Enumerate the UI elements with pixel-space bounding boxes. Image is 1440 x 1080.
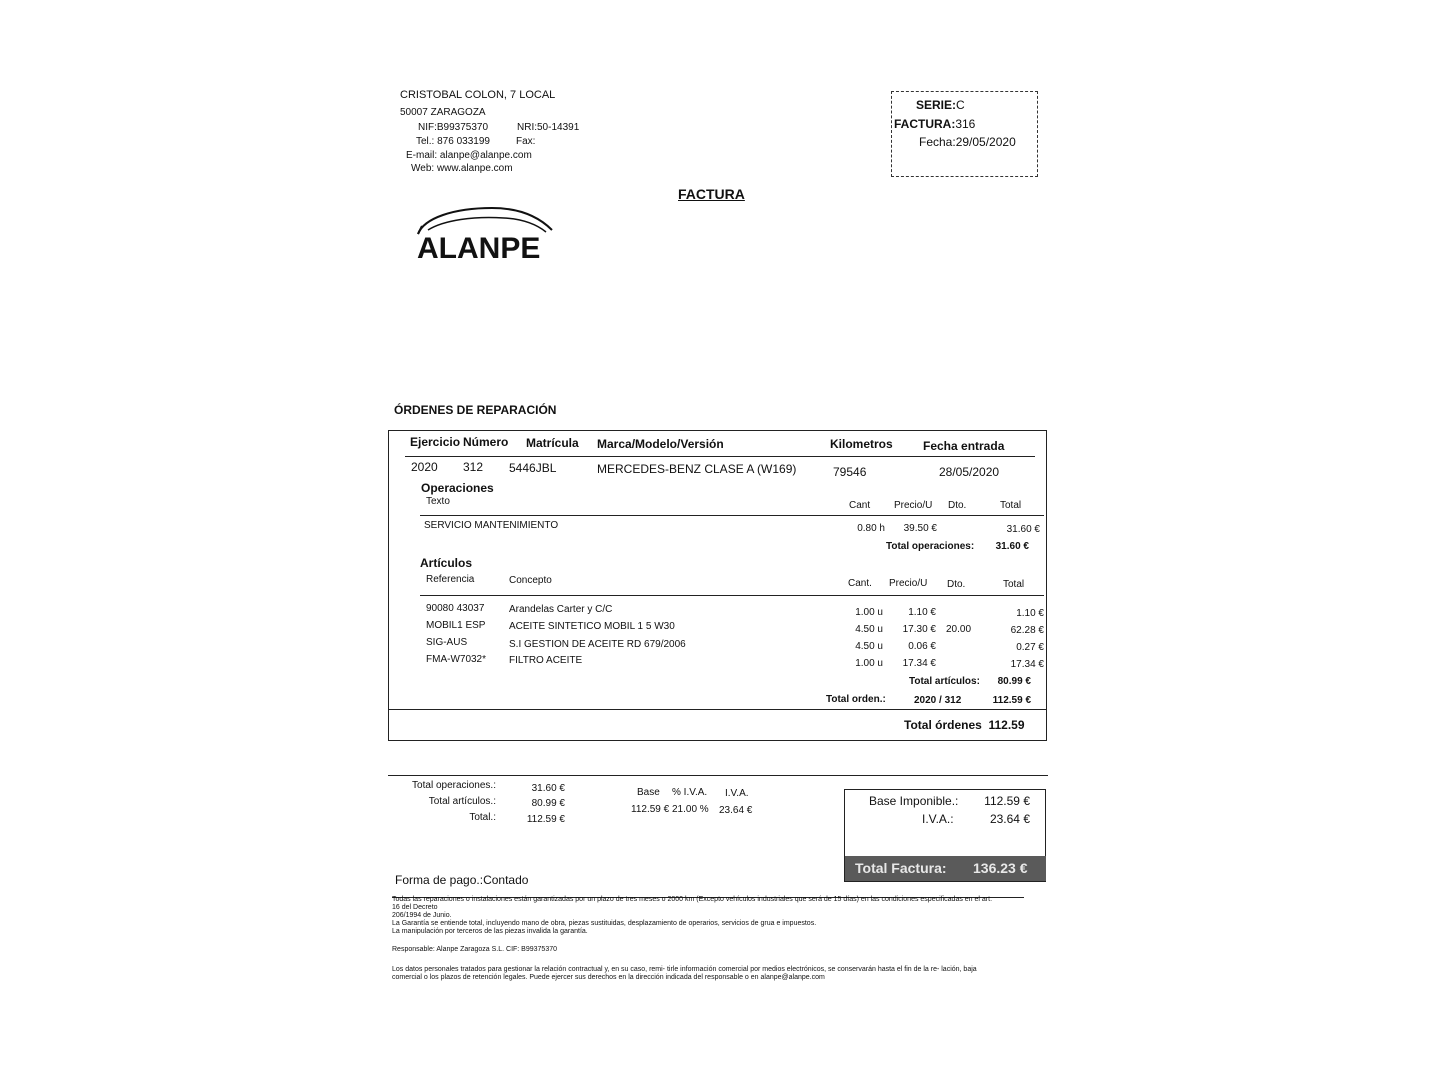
articulos-title: Artículos [420, 556, 473, 570]
total-orden-label: Total orden.: [826, 694, 886, 705]
invoice-number [894, 117, 975, 131]
total-factura: 136.23 € [973, 860, 1028, 876]
summary-total: 112.59 € [526, 814, 565, 825]
articulo-total: 1.10 € [1016, 608, 1044, 619]
summary-total-articulos: 80.99 € [531, 798, 565, 809]
articulo-ref: MOBIL1 ESP [426, 620, 486, 631]
iva-value: 23.64 € [989, 812, 1030, 826]
company-fax-label: Fax: [516, 136, 536, 147]
col-km: Kilometros [830, 437, 893, 451]
nif-label: NIF: [418, 122, 437, 133]
header-underline [405, 456, 1035, 457]
order-matricula: 5446JBL [509, 461, 557, 475]
operaciones-col-precio: Precio/U [894, 500, 933, 511]
invoice-date [919, 135, 1016, 149]
email-value: alanpe@alanpe.com [439, 150, 532, 161]
operaciones-col-cant: Cant [849, 500, 871, 511]
tel-value: 876 033199 [437, 136, 490, 147]
footer-datos-2: comercial o los plazos de retención legales. Puede ejercer sus derechos en la dirección indicada del responsable o en alanpe@alanpe.com [392, 974, 825, 981]
articulo-precio: 17.30 € [902, 624, 936, 635]
articulo-total: 0.27 € [1016, 642, 1044, 653]
order-marca: MERCEDES-BENZ CLASE A (W169) [597, 462, 797, 476]
footer-garantia-2: 16 del Decreto [392, 904, 438, 911]
articulo-cant: 4.50 u [855, 624, 883, 635]
footer-datos-1: Los datos personales tratados para gestionar la relación contractual y, en su caso, remi- tirle información comercial por medios electrónicos, se conservarán hasta el fin de la re- lación, baja [392, 966, 977, 973]
company-web [411, 163, 513, 174]
articulos-total: 80.99 € [997, 676, 1031, 687]
articulos-col-cant: Cant. [848, 578, 872, 589]
articulos-col-total: Total [1003, 579, 1025, 590]
operaciones-col-texto: Texto [426, 496, 450, 507]
company-logo [414, 204, 554, 268]
tax-iva: 23.64 € [719, 805, 753, 816]
articulos-underline [420, 595, 1044, 596]
total-ordenes [904, 718, 1025, 732]
total-factura-bar [845, 856, 1046, 881]
articulos-col-concepto: Concepto [509, 575, 552, 586]
tax-base: 112.59 € [631, 804, 670, 815]
operacion-total: 31.60 € [1006, 524, 1040, 535]
serie-label: SERIE: [916, 98, 957, 112]
articulo-cant: 1.00 u [855, 658, 883, 669]
email-label: E-mail: [406, 150, 438, 161]
operaciones-total: 31.60 € [995, 541, 1029, 552]
fecha-value: 29/05/2020 [955, 135, 1016, 149]
iva-label: I.V.A.: [922, 812, 954, 826]
nri-value: 50-14391 [537, 122, 580, 133]
base-imponible-label: Base Imponible.: [869, 794, 959, 808]
factura-label: FACTURA: [894, 117, 956, 131]
operaciones-col-dto: Dto. [948, 500, 967, 511]
articulo-cant: 4.50 u [855, 641, 883, 652]
articulo-cant: 1.00 u [855, 607, 883, 618]
order-fecha: 28/05/2020 [939, 465, 1000, 479]
total-ordenes-label: Total órdenes [904, 718, 982, 732]
footer-garantia-4: La Garantía se entiende total, incluyendo mano de obra, piezas sustituidas, desplazamiento de operarios, servicios de grua e impuestos. [392, 920, 817, 927]
articulos-total-label: Total artículos: [909, 676, 980, 687]
articulo-concepto: Arandelas Carter y C/C [509, 604, 613, 615]
total-ordenes-value: 112.59 [988, 718, 1025, 732]
col-matricula: Matrícula [526, 436, 579, 450]
invoice-serie [916, 98, 965, 112]
articulo-concepto: FILTRO ACEITE [509, 655, 583, 666]
web-value: www.alanpe.com [436, 163, 513, 174]
footer-garantia-1: Todas las reparaciones o instalaciones están garantizadas por un plazo de tres meses o 2000 km (Excepto vehículos industriales que será de 15 días) en las condiciones especificadas en el art. [392, 896, 993, 903]
summary-total-articulos-label: Total artículos.: [428, 796, 496, 807]
col-fecha-entrada: Fecha entrada [923, 439, 1005, 453]
base-imponible: 112.59 € [984, 794, 1030, 808]
orders-section-title: ÓRDENES DE REPARACIÓN [394, 403, 557, 417]
operaciones-underline [420, 515, 1044, 516]
forma-pago-value: Contado [483, 873, 529, 887]
footer-garantia-3: 206/1994 de Junio. [392, 912, 452, 919]
company-nif [418, 122, 488, 133]
total-orden: 112.59 € [992, 695, 1031, 706]
tax-col-pct: % I.V.A. [672, 787, 708, 798]
company-email [406, 150, 532, 161]
articulo-total: 62.28 € [1010, 625, 1044, 636]
web-label: Web: [411, 163, 435, 174]
articulos-col-dto: Dto. [947, 579, 966, 590]
nif-value: B99375370 [436, 122, 489, 133]
articulo-precio: 1.10 € [908, 607, 936, 618]
order-numero: 312 [463, 460, 484, 474]
logo-wordmark: ALANPE [417, 232, 541, 265]
articulo-precio: 17.34 € [902, 658, 936, 669]
col-ejercicio: Ejercicio [410, 435, 461, 449]
operaciones-total-label: Total operaciones: [886, 541, 975, 552]
order-ejercicio: 2020 [411, 460, 438, 474]
col-marca: Marca/Modelo/Versión [597, 437, 724, 451]
operacion-cant: 0.80 h [857, 523, 885, 534]
summary-total-operaciones: 31.60 € [531, 783, 565, 794]
footer-garantia-5: La manipulación por terceros de las piezas invalida la garantía. [392, 928, 588, 935]
operacion-precio: 39.50 € [903, 523, 937, 534]
articulo-ref: FMA-W7032* [426, 654, 487, 665]
tax-col-iva: I.V.A. [725, 788, 749, 799]
total-orden-ref: 2020 / 312 [914, 695, 962, 706]
operaciones-title: Operaciones [421, 481, 494, 495]
articulos-col-precio: Precio/U [889, 578, 928, 589]
order-km: 79546 [833, 465, 867, 479]
col-numero: Número [463, 435, 509, 449]
operaciones-col-total: Total [1000, 500, 1022, 511]
company-postal-city: 50007 ZARAGOZA [400, 107, 486, 118]
forma-pago [395, 873, 528, 887]
fecha-label: Fecha: [919, 135, 956, 149]
company-nri [517, 122, 579, 133]
summary-total-label: Total.: [469, 812, 496, 823]
company-tel [416, 136, 490, 147]
articulo-concepto: S.I GESTION DE ACEITE RD 679/2006 [509, 639, 686, 650]
operacion-texto: SERVICIO MANTENIMIENTO [424, 520, 559, 531]
forma-pago-label: Forma de pago.: [395, 873, 484, 887]
summary-total-operaciones-label: Total operaciones.: [412, 780, 496, 791]
serie-value: C [956, 98, 965, 112]
tax-pct: 21.00 % [672, 804, 709, 815]
nri-label: NRI: [517, 122, 537, 133]
company-address: CRISTOBAL COLON, 7 LOCAL [400, 89, 556, 101]
articulo-precio: 0.06 € [908, 641, 936, 652]
articulo-ref: SIG-AUS [426, 637, 468, 648]
articulo-ref: 90080 43037 [426, 603, 485, 614]
articulos-col-ref: Referencia [426, 574, 475, 585]
total-factura-label: Total Factura: [855, 860, 947, 876]
tel-label: Tel.: [416, 136, 435, 147]
articulo-total: 17.34 € [1010, 659, 1044, 670]
factura-value: 316 [955, 117, 976, 131]
tax-col-base: Base [637, 787, 660, 798]
summary-top-rule [388, 775, 1048, 776]
footer-responsable: Responsable: Alanpe Zaragoza S.L. CIF: B99375370 [392, 946, 557, 953]
page-title: FACTURA [678, 186, 745, 202]
orders-divider [389, 709, 1046, 710]
articulo-dto: 20.00 [946, 624, 972, 635]
articulo-concepto: ACEITE SINTETICO MOBIL 1 5 W30 [509, 621, 675, 632]
